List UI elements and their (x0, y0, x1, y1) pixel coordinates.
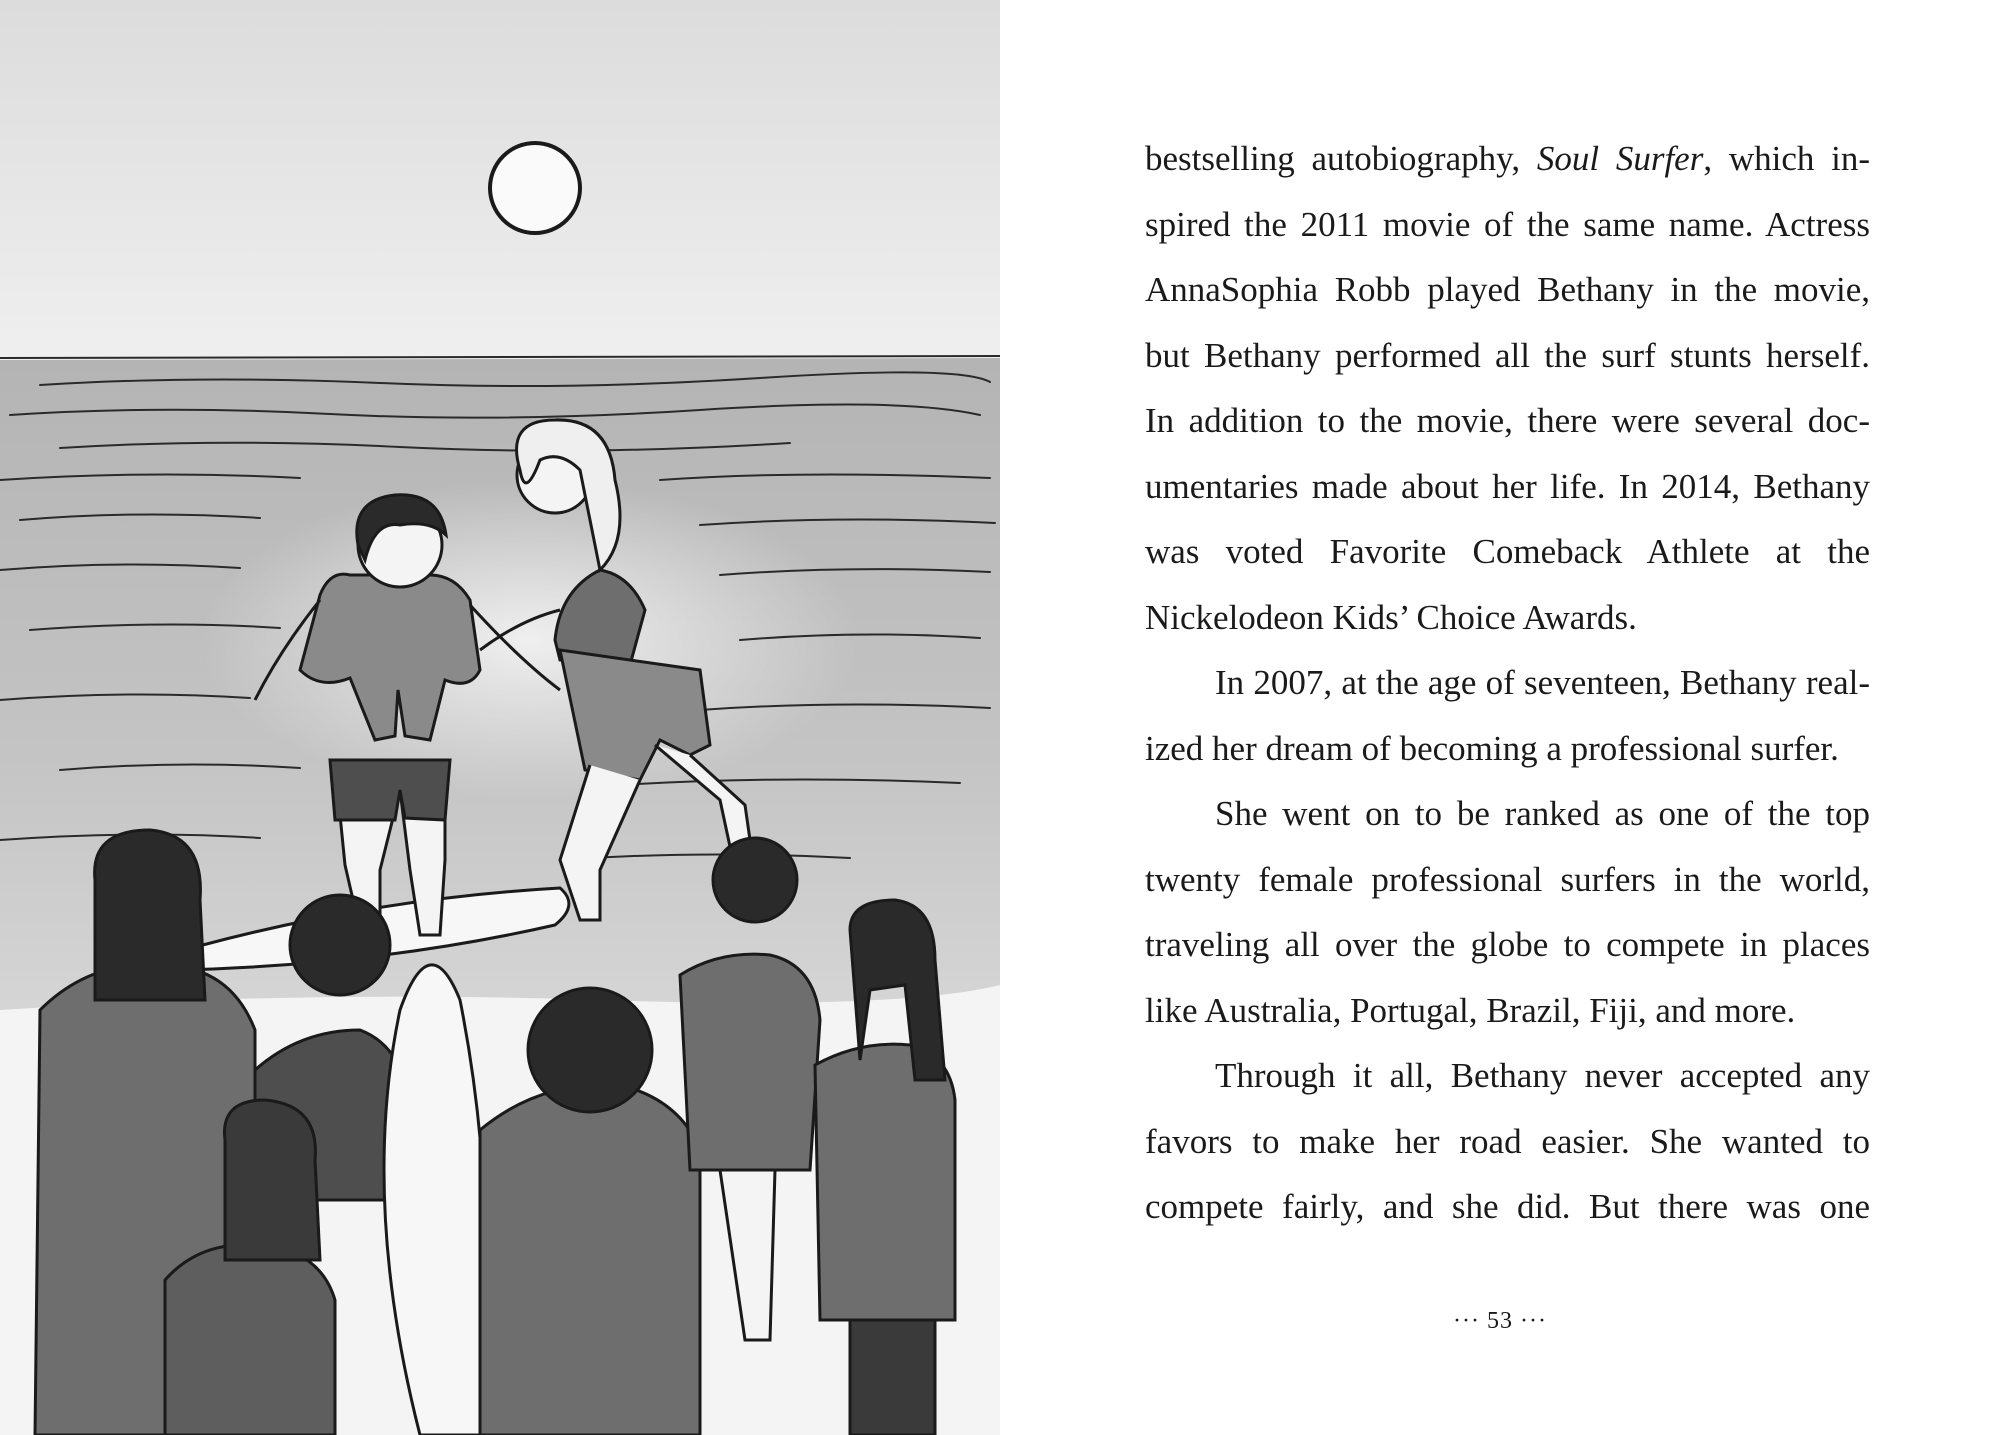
onlooker-small-girl (165, 1244, 335, 1435)
text-line (1145, 978, 1870, 1044)
text-segment: favors to make her road easier. She wanted to (1145, 1121, 1870, 1161)
text-line (1145, 716, 1870, 782)
italic-title: Soul Surfer (1536, 139, 1704, 178)
text-segment: spired the 2011 movie of the same name. Actress (1145, 204, 1870, 244)
onlooker-long-hair-girl (815, 1044, 955, 1320)
text-segment: bestselling autobiography, (1145, 139, 1537, 178)
text-line (1145, 1109, 1870, 1175)
body-text (1145, 126, 1870, 1240)
text-segment: In addition to the movie, there were several doc- (1145, 401, 1870, 440)
page-number: ··· 53 ··· (1453, 1308, 1547, 1334)
text-segment: She went on to be ranked as one of the top (1215, 794, 1870, 833)
text-segment: Nickelodeon Kids’ Choice Awards. (1145, 597, 1637, 637)
text-segment: Through it all, Bethany never accepted any (1215, 1056, 1870, 1095)
text-line (1145, 257, 1870, 323)
text-line (1145, 388, 1870, 454)
text-segment: ized her dream of becoming a professional surfer. (1145, 728, 1839, 768)
text-line (1145, 519, 1870, 585)
text-line (1145, 1043, 1870, 1109)
text-line (1145, 192, 1870, 258)
text-segment: , which in- (1703, 139, 1871, 178)
text-line (1145, 323, 1870, 389)
sun (490, 143, 580, 233)
text-segment: but Bethany performed all the surf stunts herself. (1145, 335, 1870, 375)
water-glow (200, 480, 860, 800)
text-segment: twenty female professional surfers in the world, (1145, 859, 1870, 899)
text-line (1145, 585, 1870, 651)
text-segment: compete fairly, and she did. But there was one (1145, 1187, 1870, 1226)
text-segment: traveling all over the globe to compete in places (1145, 925, 1870, 964)
text-segment: umentaries made about her life. In 2014, Bethany (1145, 466, 1870, 506)
text-segment: AnnaSophia Robb played Bethany in the movie, (1145, 270, 1870, 309)
text-line (1145, 912, 1870, 978)
text-line (1145, 126, 1870, 192)
text-segment: In 2007, at the age of seventeen, Bethany real- (1215, 663, 1870, 702)
text-line (1145, 454, 1870, 520)
text-line (1145, 847, 1870, 913)
onlooker-braid-girl (680, 954, 820, 1170)
text-line (1145, 781, 1870, 847)
onlooker-curly-kid (480, 1085, 700, 1435)
text-line (1145, 650, 1870, 716)
text-segment: was voted Favorite Comeback Athlete at the (1145, 532, 1870, 571)
text-page (1000, 0, 2000, 1435)
text-segment: like Australia, Portugal, Brazil, Fiji, and more. (1145, 990, 1796, 1030)
text-line (1145, 1174, 1870, 1240)
